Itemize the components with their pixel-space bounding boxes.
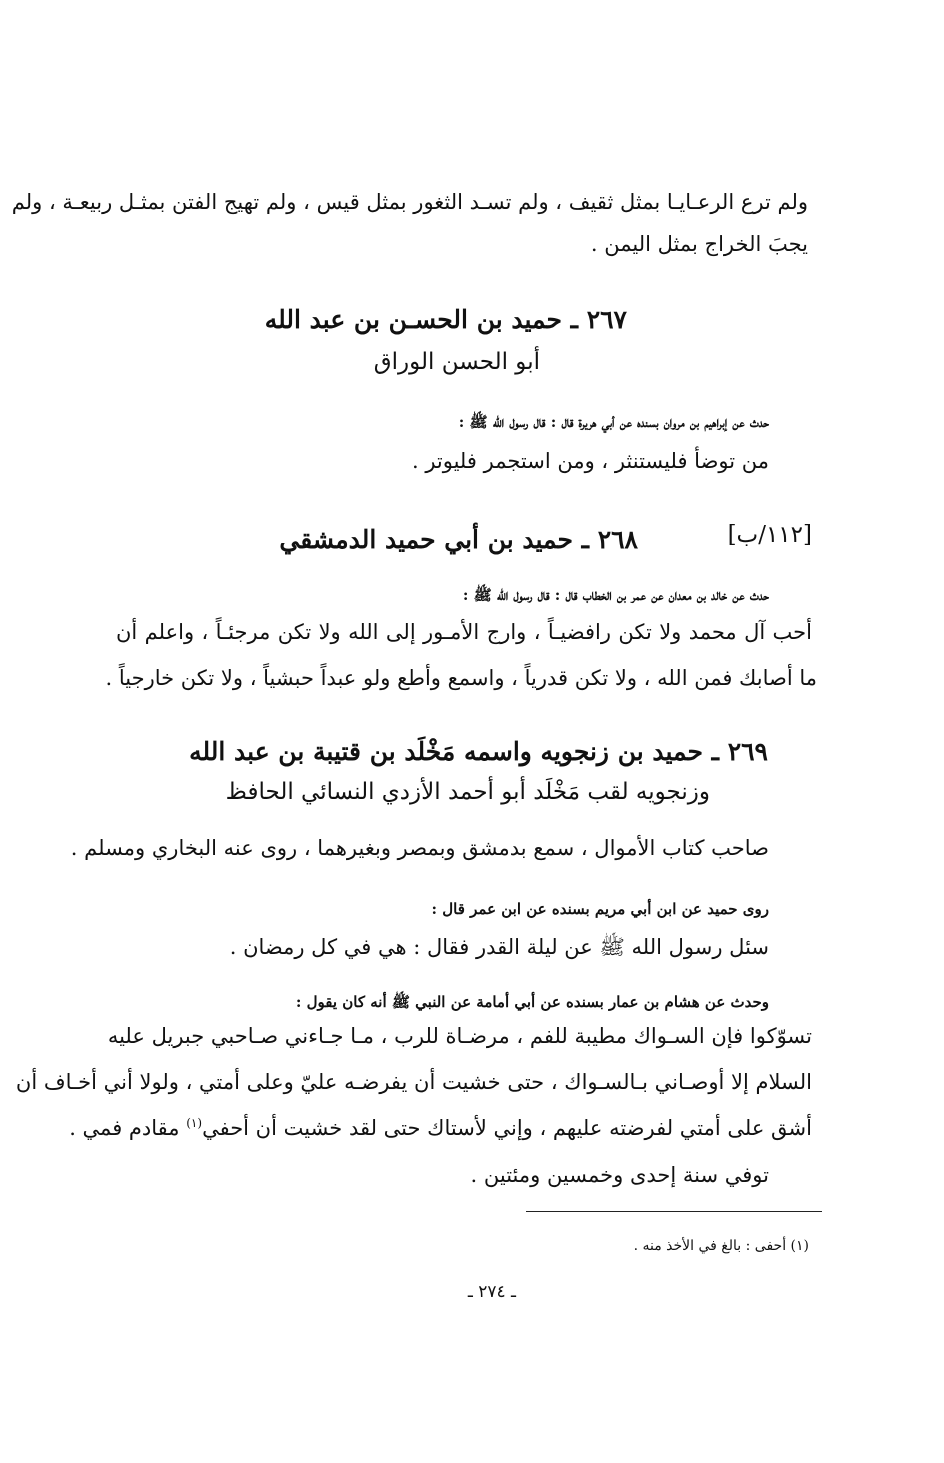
- hadith-line: سئل رسول الله ﷺ عن ليلة القدر فقال : هي في كل رمضان .: [229, 935, 769, 959]
- entry-subheading-267: أبو الحسن الوراق: [373, 349, 540, 375]
- death-note: توفي سنة إحدى وخمسين ومئتين .: [470, 1163, 769, 1187]
- hadith-line: [69, 1116, 812, 1140]
- footnote-rule: [526, 1211, 822, 1212]
- footnote: (١) أحفى : بالغ في الأخذ منه .: [633, 1238, 809, 1254]
- text-line: يجبَ الخراج بمثل اليمن .: [590, 232, 808, 256]
- hadith-line: أحب آل محمد ولا تكن رافضيـاً ، وارج الأمـور إلى الله ولا تكن مرجئـاً ، واعلم أن: [116, 620, 812, 644]
- hadith-line: من توضأ فليستنثر ، ومن استجمر فليوتر .: [411, 449, 769, 473]
- entry-heading-269: ٢٦٩ ـ حميد بن زنجويه واسمه مَخْلَد بن قتيبة بن عبد الله: [189, 737, 768, 766]
- folio-reference: [١١٢/ب]: [727, 522, 812, 548]
- footnote-marker: (١): [186, 1116, 203, 1130]
- hadith-line: تسوّكوا فإن السـواك مطيبة للفم ، مرضـاة للرب ، مـا جـاءني صـاحبي جبريل عليه: [107, 1024, 812, 1048]
- hadith-text: أشق على أمتي لفرضته عليهم ، وإني لأستاك حتى لقد خشيت أن أحفي: [202, 1116, 812, 1140]
- isnad-line: حدث عن إبراهيم بن مروان بسنده عن أبي هريرة قال : قال رسول الله ﷺ :: [458, 413, 769, 431]
- bio-line: صاحب كتاب الأموال ، سمع بدمشق وبمصر وبغيرهما ، روى عنه البخاري ومسلم .: [70, 836, 769, 860]
- hadith-line: السلام إلا أوصـاني بـالسـواك ، حتى خشيت أن يفرضـه عليّ وعلى أمتي ، ولولا أني أخـاف أن: [15, 1070, 812, 1094]
- text-line: ولم ترع الرعـايـا بمثل ثقيف ، ولم تسـد الثغور بمثل قيس ، ولم تهيج الفتن بمثـل ربيعـة ، ولم: [11, 190, 808, 214]
- isnad-line: حدث عن خالد بن معدان عن عمر بن الخطاب قال : قال رسول الله ﷺ :: [462, 586, 769, 604]
- page-number: ـ ٢٧٤ ـ: [467, 1282, 516, 1302]
- isnad-line: وحدث عن هشام بن عمار بسنده عن أبي أمامة عن النبي ﷺ أنه كان يقول :: [295, 993, 769, 1011]
- hadith-line: ما أصابك فمن الله ، ولا تكن قدرياً ، واسمع وأطع ولو عبداً حبشياً ، ولا تكن خارجياً .: [105, 666, 817, 690]
- entry-heading-268: ٢٦٨ ـ حميد بن أبي حميد الدمشقي: [279, 525, 638, 554]
- hadith-text: مقادم فمي .: [69, 1116, 180, 1140]
- entry-subheading-269: وزنجويه لقب مَخْلَد أبو أحمد الأزدي النسائي الحافظ: [225, 779, 710, 805]
- entry-heading-267: ٢٦٧ ـ حميد بن الحسـن بن عبد الله: [264, 305, 627, 334]
- isnad-line: روى حميد عن ابن أبي مريم بسنده عن ابن عمر قال :: [431, 900, 769, 918]
